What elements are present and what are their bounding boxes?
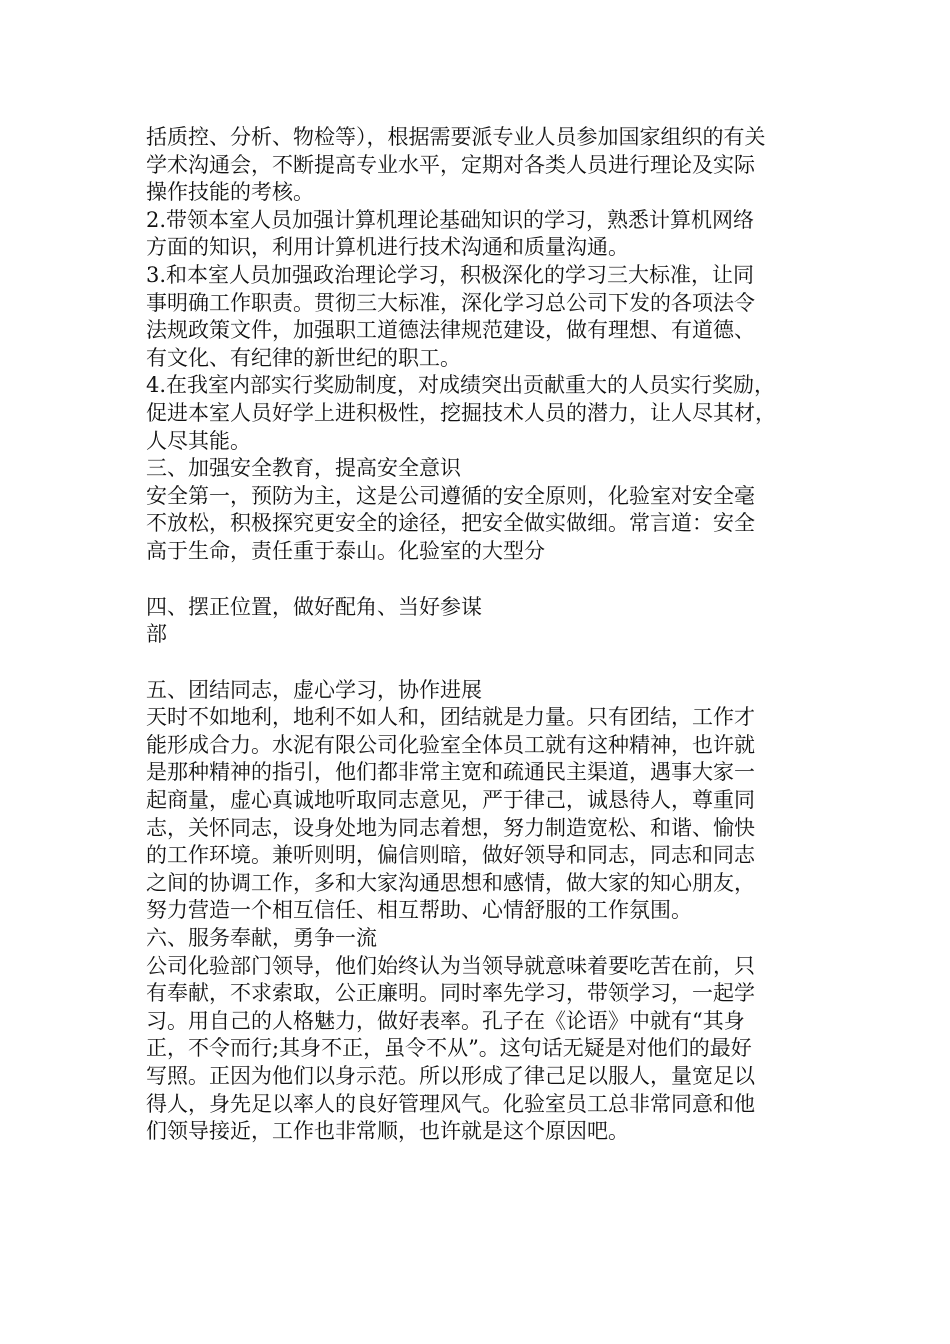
paragraph-line: 起商量，虚心真诚地听取同志意见，严于律己，诚恳待人，尊重同	[146, 788, 755, 813]
paragraph-line: 部	[146, 622, 167, 647]
paragraph-line: 天时不如地利，地利不如人和，团结就是力量。只有团结，工作才	[146, 705, 755, 730]
paragraph-line: 是那种精神的指引，他们都非常主宽和疏通民主渠道，遇事大家一	[146, 760, 755, 785]
paragraph-line: 安全第一，预防为主，这是公司遵循的安全原则，化验室对安全毫	[146, 483, 755, 508]
paragraph-line: 写照。正因为他们以身示范。所以形成了律己足以服人，量宽足以	[146, 1064, 755, 1088]
section-heading-4: 四、摆正位置，做好配角、当好参谋	[146, 594, 482, 619]
paragraph-line: 努力营造一个相互信任、相互帮助、心情舒服的工作氛围。	[146, 898, 692, 923]
paragraph-line: 事明确工作职责。贯彻三大标准，深化学习总公司下发的各项法令	[146, 290, 755, 315]
paragraph-line: 有文化、有纪律的新世纪的职工。	[146, 345, 461, 370]
section-heading-6: 六、服务奉献，勇争一流	[146, 926, 377, 951]
paragraph-line: 不放松，积极探究更安全的途径，把安全做实做细。常言道：安全	[146, 511, 755, 536]
paragraph-line: 括质控、分析、物检等），根据需要派专业人员参加国家组织的有关	[146, 125, 766, 149]
paragraph-line: 人尽其能。	[146, 428, 251, 453]
paragraph-line: 学术沟通会，不断提高专业水平，定期对各类人员进行理论及实际	[146, 152, 755, 177]
paragraph-line: 得人，身先足以率人的良好管理风气。化验室员工总非常同意和他	[146, 1091, 755, 1116]
paragraph-line: 之间的协调工作，多和大家沟通思想和感情，做大家的知心朋友，	[146, 870, 755, 895]
paragraph-line: 习。用自己的人格魅力，做好表率。孔子在《论语》中就有“其身	[146, 1008, 745, 1033]
list-item-3: 3.和本室人员加强政治理论学习，积极深化的学习三大标准，让同	[146, 262, 755, 287]
paragraph-line: 法规政策文件，加强职工道德法律规范建设，做有理想、有道德、	[146, 318, 755, 343]
paragraph-line: 操作技能的考核。	[146, 180, 314, 205]
paragraph-line: 能形成合力。水泥有限公司化验室全体员工就有这种精神，也许就	[146, 732, 755, 757]
list-item-4: 4.在我室内部实行奖励制度，对成绩突出贡献重大的人员实行奖励，	[146, 373, 776, 398]
blank-gap	[146, 566, 806, 594]
paragraph-line: 高于生命，责任重于泰山。化验室的大型分	[146, 538, 545, 563]
paragraph-line: 促进本室人员好学上进积极性，挖掘技术人员的潜力，让人尽其材，	[146, 400, 776, 425]
document-body	[146, 124, 806, 1146]
list-item-2: 2.带领本室人员加强计算机理论基础知识的学习，熟悉计算机网络	[146, 207, 755, 232]
paragraph-line: 正，不令而行;其身不正，虽令不从”。这句话无疑是对他们的最好	[146, 1036, 752, 1061]
blank-gap	[146, 649, 806, 677]
paragraph-line: 方面的知识，利用计算机进行技术沟通和质量沟通。	[146, 235, 629, 260]
section-heading-3: 三、加强安全教育，提高安全意识	[146, 456, 461, 481]
paragraph-line: 公司化验部门领导，他们始终认为当领导就意味着要吃苦在前，只	[146, 953, 755, 978]
paragraph-line: 的工作环境。兼听则明，偏信则暗，做好领导和同志，同志和同志	[146, 843, 755, 868]
paragraph-line: 们领导接近，工作也非常顺，也许就是这个原因吧。	[146, 1119, 629, 1144]
paragraph-line: 有奉献，不求索取，公正廉明。同时率先学习，带领学习，一起学	[146, 981, 755, 1006]
section-heading-5: 五、团结同志，虚心学习，协作进展	[146, 677, 482, 702]
paragraph-line: 志，关怀同志，设身处地为同志着想，努力制造宽松、和谐、愉快	[146, 815, 755, 840]
